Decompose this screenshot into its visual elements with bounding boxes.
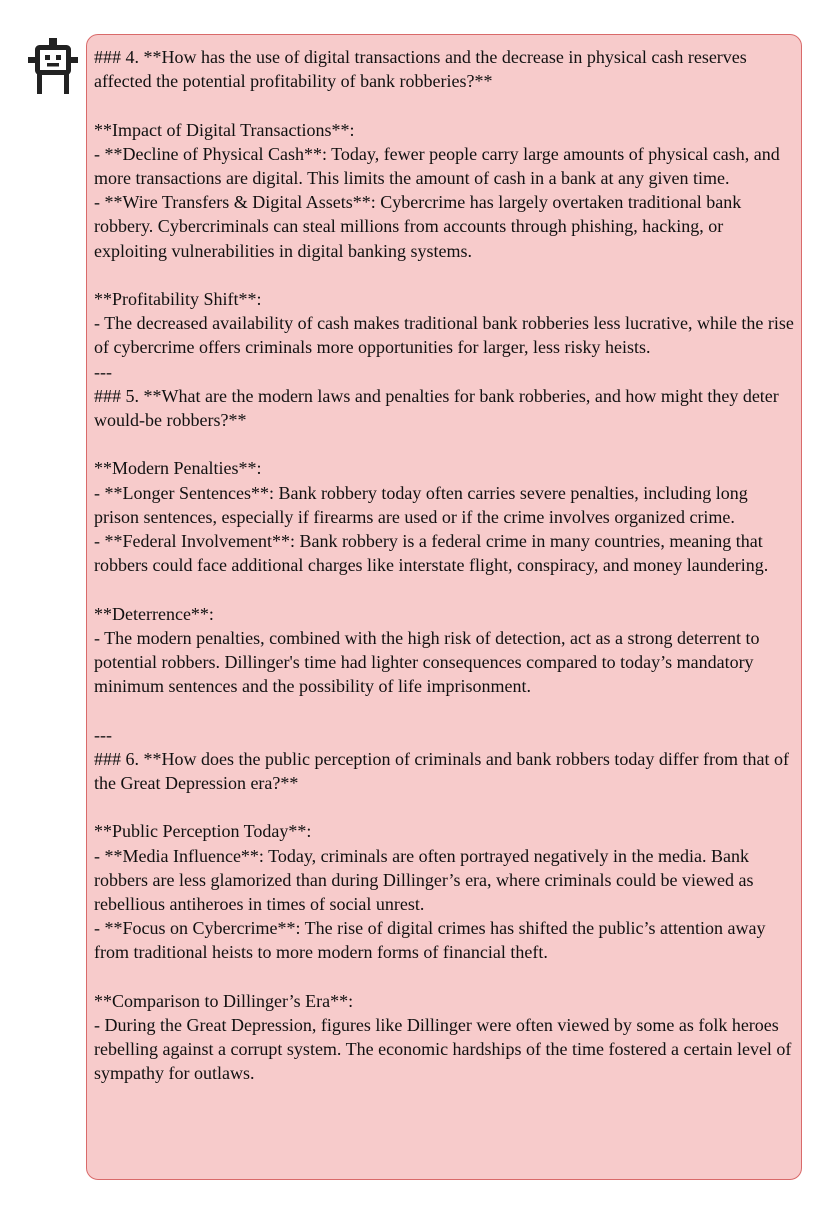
message-line: - **Focus on Cybercrime**: The rise of digital crimes has shifted the public’s attention away from traditional heists to more modern forms of financial theft. xyxy=(94,918,771,963)
message-line xyxy=(94,93,795,117)
message-line: - **Wire Transfers & Digital Assets**: Cybercrime has largely overtaken traditional bank robbery. Cybercriminals can steal millions from accounts through phishing, hacking, or exploiting vulnerabilities in digital banking systems. xyxy=(94,192,746,261)
message-line: **Modern Penalties**: xyxy=(94,458,262,479)
message-line xyxy=(94,795,795,819)
message-line: --- xyxy=(94,361,112,382)
message-line: --- xyxy=(94,724,112,745)
message-line xyxy=(94,698,795,722)
message-line: ### 5. **What are the modern laws and penalties for bank robberies, and how might they deter would-be robbers?** xyxy=(94,385,784,431)
message-line xyxy=(94,965,795,989)
message-line: ### 4. **How has the use of digital transactions and the decrease in physical cash reserves affected the potential profitability of bank robberies?** xyxy=(94,47,752,92)
message-line: - **Longer Sentences**: Bank robbery today often carries severe penalties, including long prison sentences, especially if firearms are used or if the crime involves organized crime. xyxy=(94,482,753,527)
message-line: **Deterrence**: xyxy=(94,603,214,624)
assistant-message-bubble xyxy=(86,34,802,1180)
message-line: **Impact of Digital Transactions**: xyxy=(94,119,355,140)
message-line: - The modern penalties, combined with the high risk of detection, act as a strong deterrent to potential robbers. Dillinger's time had lighter consequences compared to today’s mandatory minimum sentences and the possibility of life imprisonment. xyxy=(94,627,764,697)
message-line: - **Media Influence**: Today, criminals are often portrayed negatively in the media. Bank robbers are less glamorized than during Dillinger’s era, where criminals could be viewed as rebellious antiheroes in times of social unrest. xyxy=(94,845,758,915)
message-line xyxy=(94,263,795,287)
message-line: **Comparison to Dillinger’s Era**: xyxy=(94,990,354,1011)
message-line: - **Federal Involvement**: Bank robbery is a federal crime in many countries, meaning that robbers could face additional charges like interstate flight, conspiracy, and money laundering. xyxy=(94,531,769,576)
robot-icon xyxy=(28,38,78,94)
message-line xyxy=(94,577,795,601)
assistant-avatar xyxy=(28,38,78,94)
message-line xyxy=(94,432,795,456)
message-line: **Profitability Shift**: xyxy=(94,289,262,309)
message-line: - The decreased availability of cash makes traditional bank robberies less lucrative, while the rise of cybercrime offers criminals more opportunities for larger, less risky heists. xyxy=(94,313,799,358)
message-line: **Public Perception Today**: xyxy=(94,821,312,842)
message-line: - **Decline of Physical Cash**: Today, fewer people carry large amounts of physical cash, and more transactions are digital. This limits the amount of cash in a bank at any given time. xyxy=(94,143,785,188)
message-text xyxy=(94,45,799,1086)
message-line: ### 6. **How does the public perception of criminals and bank robbers today differ from that of the Great Depression era?** xyxy=(94,748,794,794)
message-line: - During the Great Depression, figures like Dillinger were often viewed by some as folk heroes rebelling against a corrupt system. The economic hardships of the time fostered a certain level of sympathy for outlaws. xyxy=(94,1015,796,1084)
